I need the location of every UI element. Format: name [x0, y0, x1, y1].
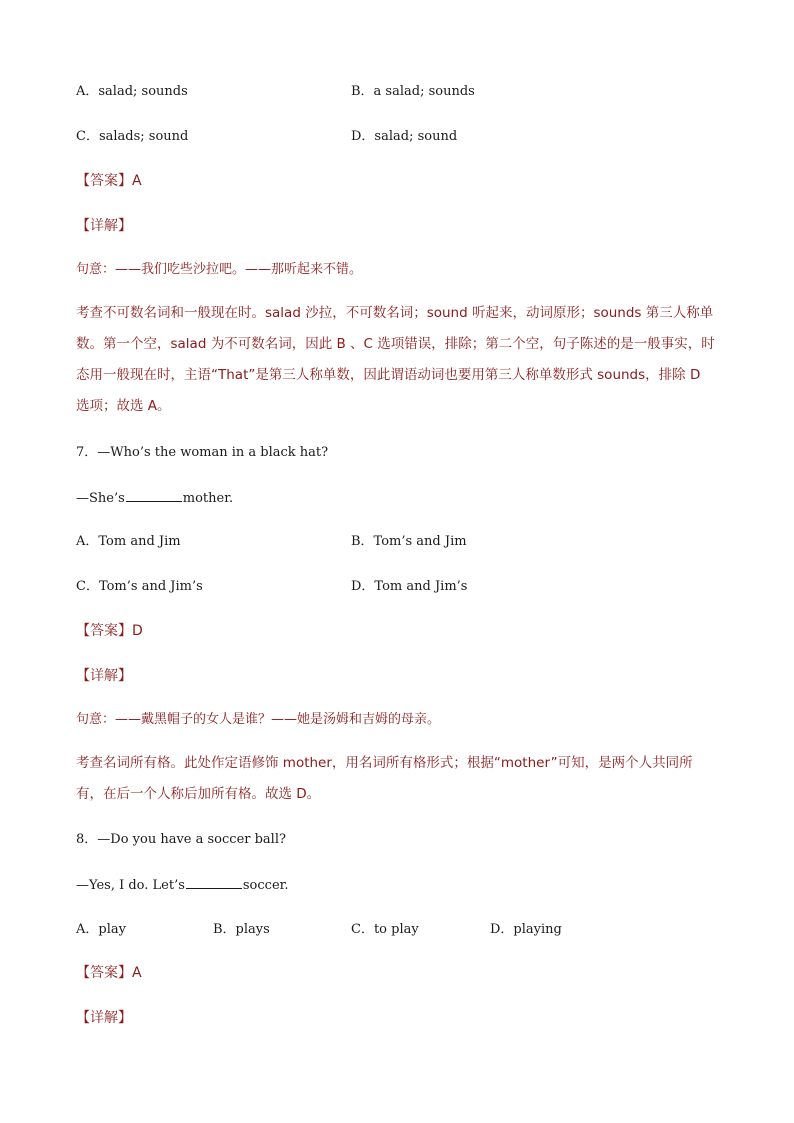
q7-response-prefix: —She’s	[76, 491, 125, 506]
q8-option-a: A．play	[76, 922, 126, 937]
q7-question	[76, 445, 328, 461]
q6-detail-label: 【详解】	[76, 218, 132, 234]
q8-response	[76, 877, 289, 894]
q6-answer-value: A	[132, 173, 142, 189]
q8-answer-label: 【答案】	[76, 965, 132, 981]
q7-response-suffix: mother.	[182, 491, 234, 506]
q8-option-d: D．playing	[490, 922, 562, 937]
q7-answer-label: 【答案】	[76, 623, 132, 639]
q8-number: 8．	[76, 832, 98, 847]
q8-blank	[186, 877, 242, 889]
q8-response-suffix: soccer.	[242, 878, 289, 893]
q7-blank	[126, 490, 182, 502]
q6-answer	[76, 173, 142, 189]
q7-response	[76, 490, 233, 507]
q8-question	[76, 832, 286, 848]
q8-option-b: B．plays	[213, 922, 270, 937]
q7-number: 7．	[76, 445, 98, 460]
q6-option-a: A．salad; sounds	[76, 84, 188, 99]
q7-option-d: D．Tom and Jim’s	[351, 579, 468, 594]
q8-detail-label: 【详解】	[76, 1010, 132, 1026]
q7-answer	[76, 623, 143, 639]
q7-question-text: —Who’s the woman in a black hat?	[97, 445, 329, 460]
q7-explanation: 考查名词所有格。此处作定语修饰 mother，用名词所有格形式；根据“mother”可知，是两个人共同所有，在后一个人称后加所有格。故选 D。	[76, 755, 693, 802]
q8-response-prefix: —Yes, I do. Let’s	[76, 878, 185, 893]
q6-answer-label: 【答案】	[76, 173, 132, 189]
q6-option-b: B．a salad; sounds	[351, 84, 475, 99]
q6-meaning: 句意：——我们吃些沙拉吧。——那听起来不错。	[76, 262, 363, 277]
q6-option-c: C．salads; sound	[76, 129, 189, 144]
q7-option-c: C．Tom’s and Jim’s	[76, 579, 203, 594]
q7-answer-value: D	[132, 623, 143, 639]
q8-option-c: C．to play	[351, 922, 419, 937]
q8-answer	[76, 965, 142, 981]
q7-meaning: 句意：——戴黑帽子的女人是谁？——她是汤姆和吉姆的母亲。	[76, 712, 441, 727]
q8-answer-value: A	[132, 965, 142, 981]
q6-explanation: 考查不可数名词和一般现在时。salad 沙拉，不可数名词；sound 听起来，动词原形；sounds 第三人称单数。第一个空，salad 为不可数名词，因此 B 、C 选项错误，排除；第二个空，句子陈述的是一般事实，时态用一般现在时，主语“That”是第三人称单数，因此谓语动词也要用第三人称单数形式 sounds，排除 D 选项；故选 A。	[76, 305, 715, 414]
q7-detail-label: 【详解】	[76, 668, 132, 684]
q6-option-d: D．salad; sound	[351, 129, 458, 144]
q7-option-b: B．Tom’s and Jim	[351, 534, 467, 549]
q8-question-text: —Do you have a soccer ball?	[97, 832, 286, 847]
q7-option-a: A．Tom and Jim	[76, 534, 181, 549]
